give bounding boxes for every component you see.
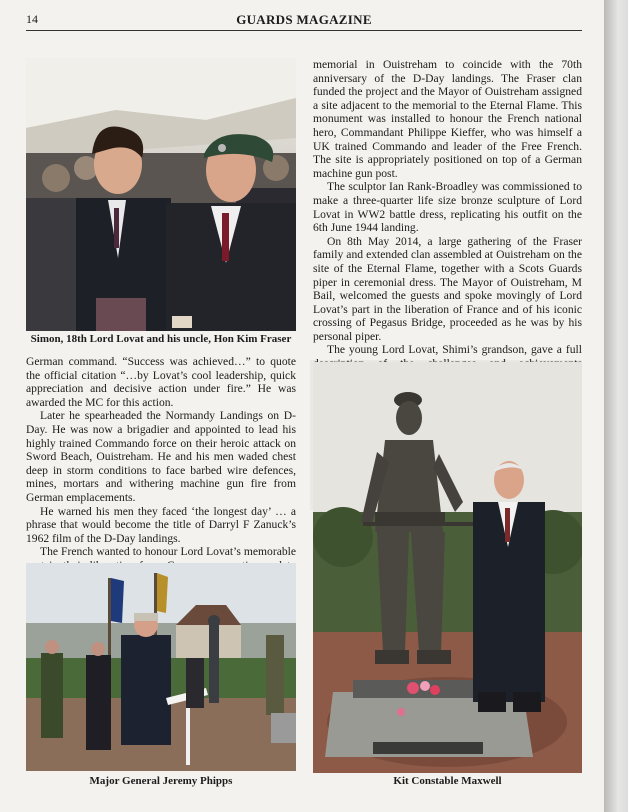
photo-caption-right: Kit Constable Maxwell bbox=[393, 775, 502, 787]
header-rule bbox=[26, 30, 582, 31]
photo-caption-bottom-left: Major General Jeremy Phipps bbox=[89, 775, 233, 787]
left-paragraph-3: He warned his men they faced ‘the longest day’ … a phrase that would become the title of Darryl F Zanuck’s 1962 film of the D-Day landings. bbox=[26, 504, 296, 545]
photo-major-general-phipps-illustration bbox=[26, 563, 296, 771]
magazine-title: GUARDS MAGAZINE bbox=[236, 12, 372, 27]
right-paragraph-2: The sculptor Ian Rank-Broadley was commissioned to make a three-quarter life size bronze sculpture of Lord Lovat in WW2 battle dress, replicating his outfit on the 6th June 1944 landing. bbox=[313, 180, 582, 235]
photo-caption-top-left: Simon, 18th Lord Lovat and his uncle, Hon Kim Fraser bbox=[30, 333, 292, 345]
left-column-text bbox=[26, 355, 296, 586]
photo-lovat-statue-with-kit-constable-maxwell bbox=[313, 362, 582, 773]
left-paragraph-4: The French wanted to honour Lord Lovat’s memorable bbox=[40, 545, 296, 559]
right-paragraph-3: On 8th May 2014, a large gathering of the Fraser family and extended clan assembled at Ouistreham on the site of the Eternal Flame, together with a Scots Guards piper in ceremonial dress. The Mayor of Ouistreham, M Bail, welcomed the guests and spoke movingly of Lord Lovat’s part in the liberation of France and of his iconic crossing of Pegasus Bridge, proceeded as he was by his personal piper. bbox=[313, 234, 582, 343]
page-header bbox=[26, 12, 582, 32]
right-paragraph-1: memorial in Ouistreham to coincide with the 70th anniversary of the D-Day landings. The Fraser clan funded the project and the Mayor of Ouistreham assigned a site adjacent to the memorial to the Eternal Flame. This monument was installed to honour the French national hero, Commandant Philippe Kieffer, who was himself a UK trained Commando and leader of the Free French. The site is appropriately positioned on top of a German machine gun post. bbox=[313, 58, 582, 180]
photo-statue-illustration bbox=[313, 362, 582, 773]
page-number: 14 bbox=[26, 12, 38, 26]
photo-lord-lovat-and-uncle bbox=[26, 58, 296, 331]
left-paragraph-1: German command. “Success was achieved…” to quote the official citation “…by Lovat’s cool leadership, quick appreciation and decisive action under fire.” He was awarded the MC for this action. bbox=[26, 355, 296, 409]
page-edge-shadow bbox=[604, 0, 628, 812]
photo-lord-lovat-and-uncle-illustration bbox=[26, 58, 296, 331]
photo-major-general-phipps bbox=[26, 563, 296, 771]
right-column-text bbox=[313, 58, 582, 398]
left-paragraph-2: Later he spearheaded the Normandy Landings on D-Day. He was now a brigadier and appointed to lead his highly trained Commando force on their heroic attack on Sword Beach, Ouistreham. He and his men waded chest deep in storm conditions to face barbed wire defences, mines, mortars and withering machine gun fire from German emplacements. bbox=[26, 409, 296, 504]
right-paragraph-4: The young Lord Lovat, Shimi’s grandson, gave a full bbox=[327, 343, 582, 357]
